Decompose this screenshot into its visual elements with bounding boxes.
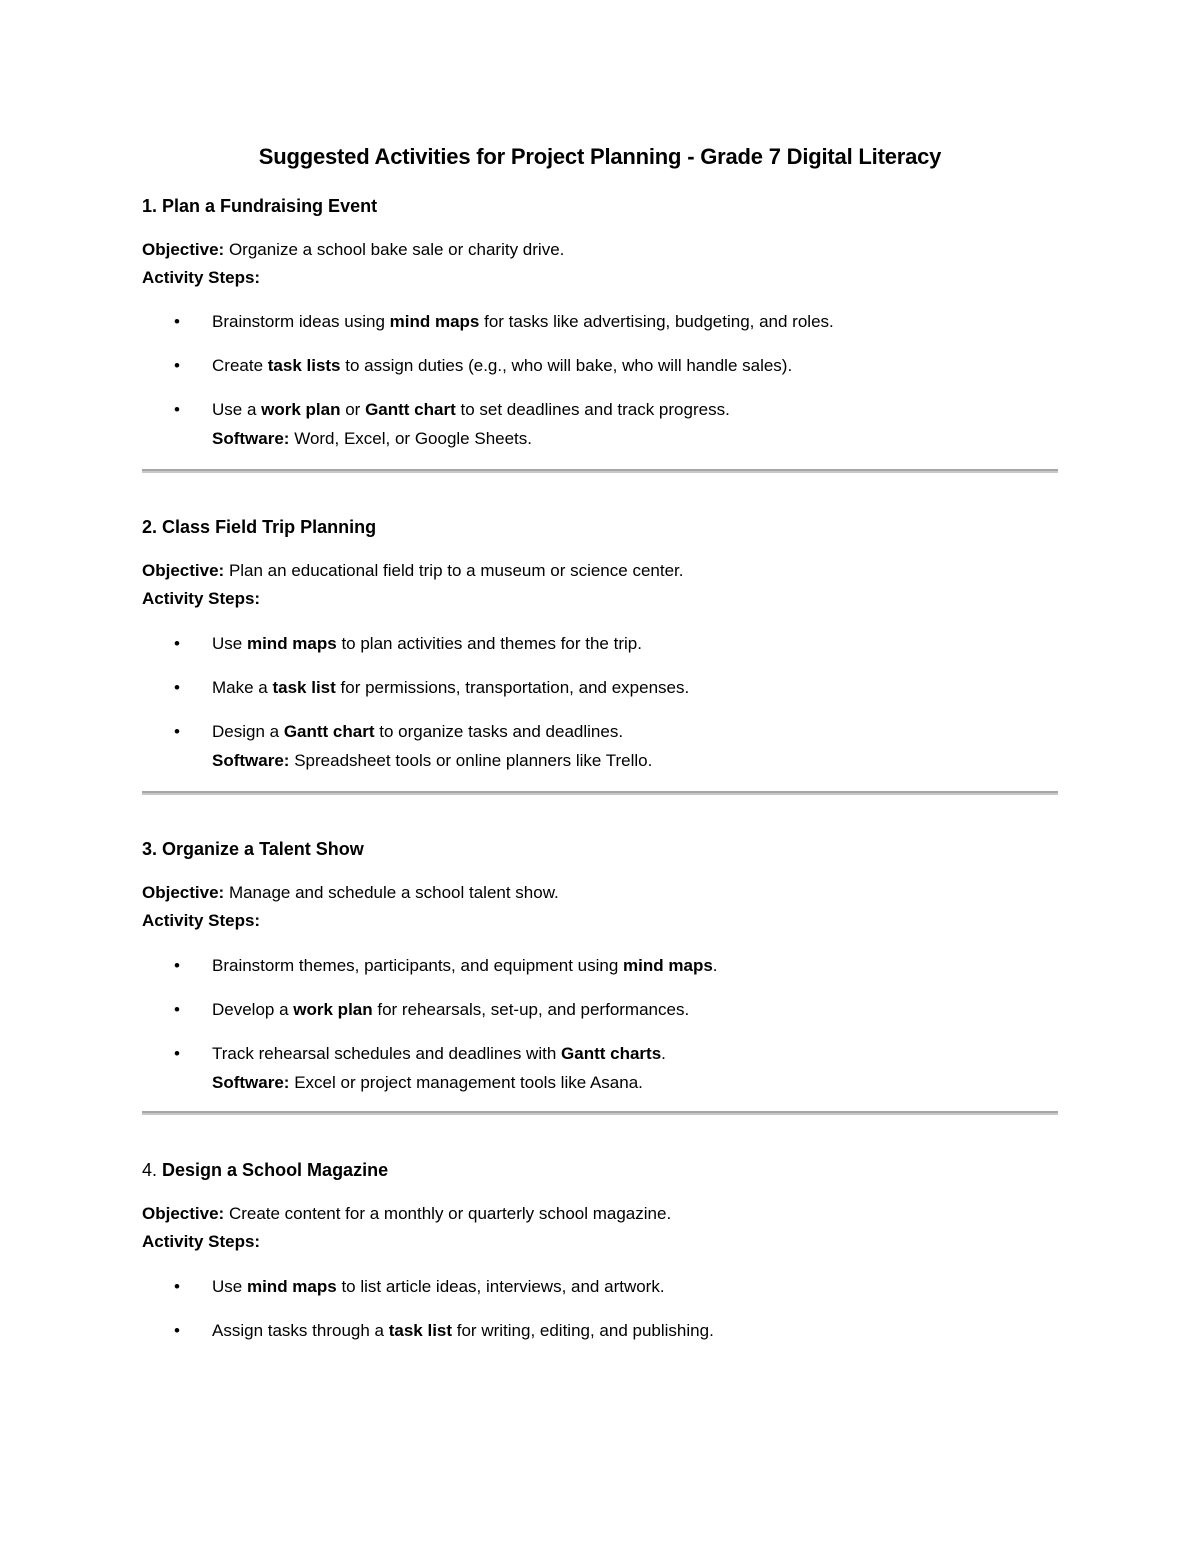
section-number: 4.	[142, 1160, 158, 1180]
software-line	[212, 1073, 643, 1093]
software-line	[212, 429, 532, 449]
section-title: Class Field Trip Planning	[162, 517, 377, 537]
objective-line	[142, 561, 683, 581]
section-title: Plan a Fundraising Event	[162, 196, 378, 216]
activity-steps-label: Activity Steps:	[142, 589, 261, 608]
bullet-icon: •	[174, 1000, 180, 1019]
bullet-icon: •	[174, 634, 180, 653]
software-label: Software:	[212, 1073, 290, 1092]
software-text: Word, Excel, or Google Sheets.	[294, 429, 533, 448]
software-label: Software:	[212, 429, 290, 448]
bullet-icon: •	[174, 956, 180, 975]
objective-label: Objective:	[142, 561, 225, 580]
page-title: Suggested Activities for Project Planning - Grade 7 Digital Literacy	[258, 144, 942, 169]
objective-line	[142, 240, 564, 260]
section-heading	[142, 839, 364, 860]
horizontal-rule	[142, 1111, 1058, 1115]
software-line	[212, 751, 652, 771]
horizontal-rule	[142, 791, 1058, 795]
section-heading	[142, 517, 376, 538]
software-label: Software:	[212, 751, 290, 770]
section-title: Organize a Talent Show	[162, 839, 364, 859]
objective-text: Organize a school bake sale or charity drive.	[228, 240, 565, 259]
activity-steps-label: Activity Steps:	[142, 911, 261, 930]
horizontal-rule	[142, 469, 1058, 473]
bullet-icon: •	[174, 356, 180, 375]
activity-steps-label: Activity Steps:	[142, 268, 261, 287]
objective-label: Objective:	[142, 883, 225, 902]
bullet-icon: •	[174, 678, 180, 697]
objective-label: Objective:	[142, 240, 225, 259]
bullet-icon: •	[174, 1321, 180, 1340]
objective-line	[142, 883, 559, 903]
software-text: Spreadsheet tools or online planners like Trello.	[294, 751, 653, 770]
section-heading	[142, 196, 377, 217]
objective-text: Plan an educational field trip to a museum or science center.	[228, 561, 684, 580]
bullet-icon: •	[174, 1277, 180, 1296]
objective-text: Manage and schedule a school talent show.	[228, 883, 559, 902]
objective-label: Objective:	[142, 1204, 225, 1223]
bullet-icon: •	[174, 1044, 180, 1063]
bullet-icon: •	[174, 312, 180, 331]
section-number: 1.	[142, 196, 158, 216]
section-title: Design a School Magazine	[162, 1160, 389, 1180]
activity-steps-label: Activity Steps:	[142, 1232, 261, 1251]
objective-text: Create content for a monthly or quarterly school magazine.	[228, 1204, 672, 1223]
bullet-icon: •	[174, 400, 180, 419]
software-text: Excel or project management tools like Asana.	[294, 1073, 643, 1092]
section-heading	[142, 1160, 388, 1181]
objective-line	[142, 1204, 671, 1224]
bullet-icon: •	[174, 722, 180, 741]
section-number: 3.	[142, 839, 158, 859]
section-number: 2.	[142, 517, 158, 537]
